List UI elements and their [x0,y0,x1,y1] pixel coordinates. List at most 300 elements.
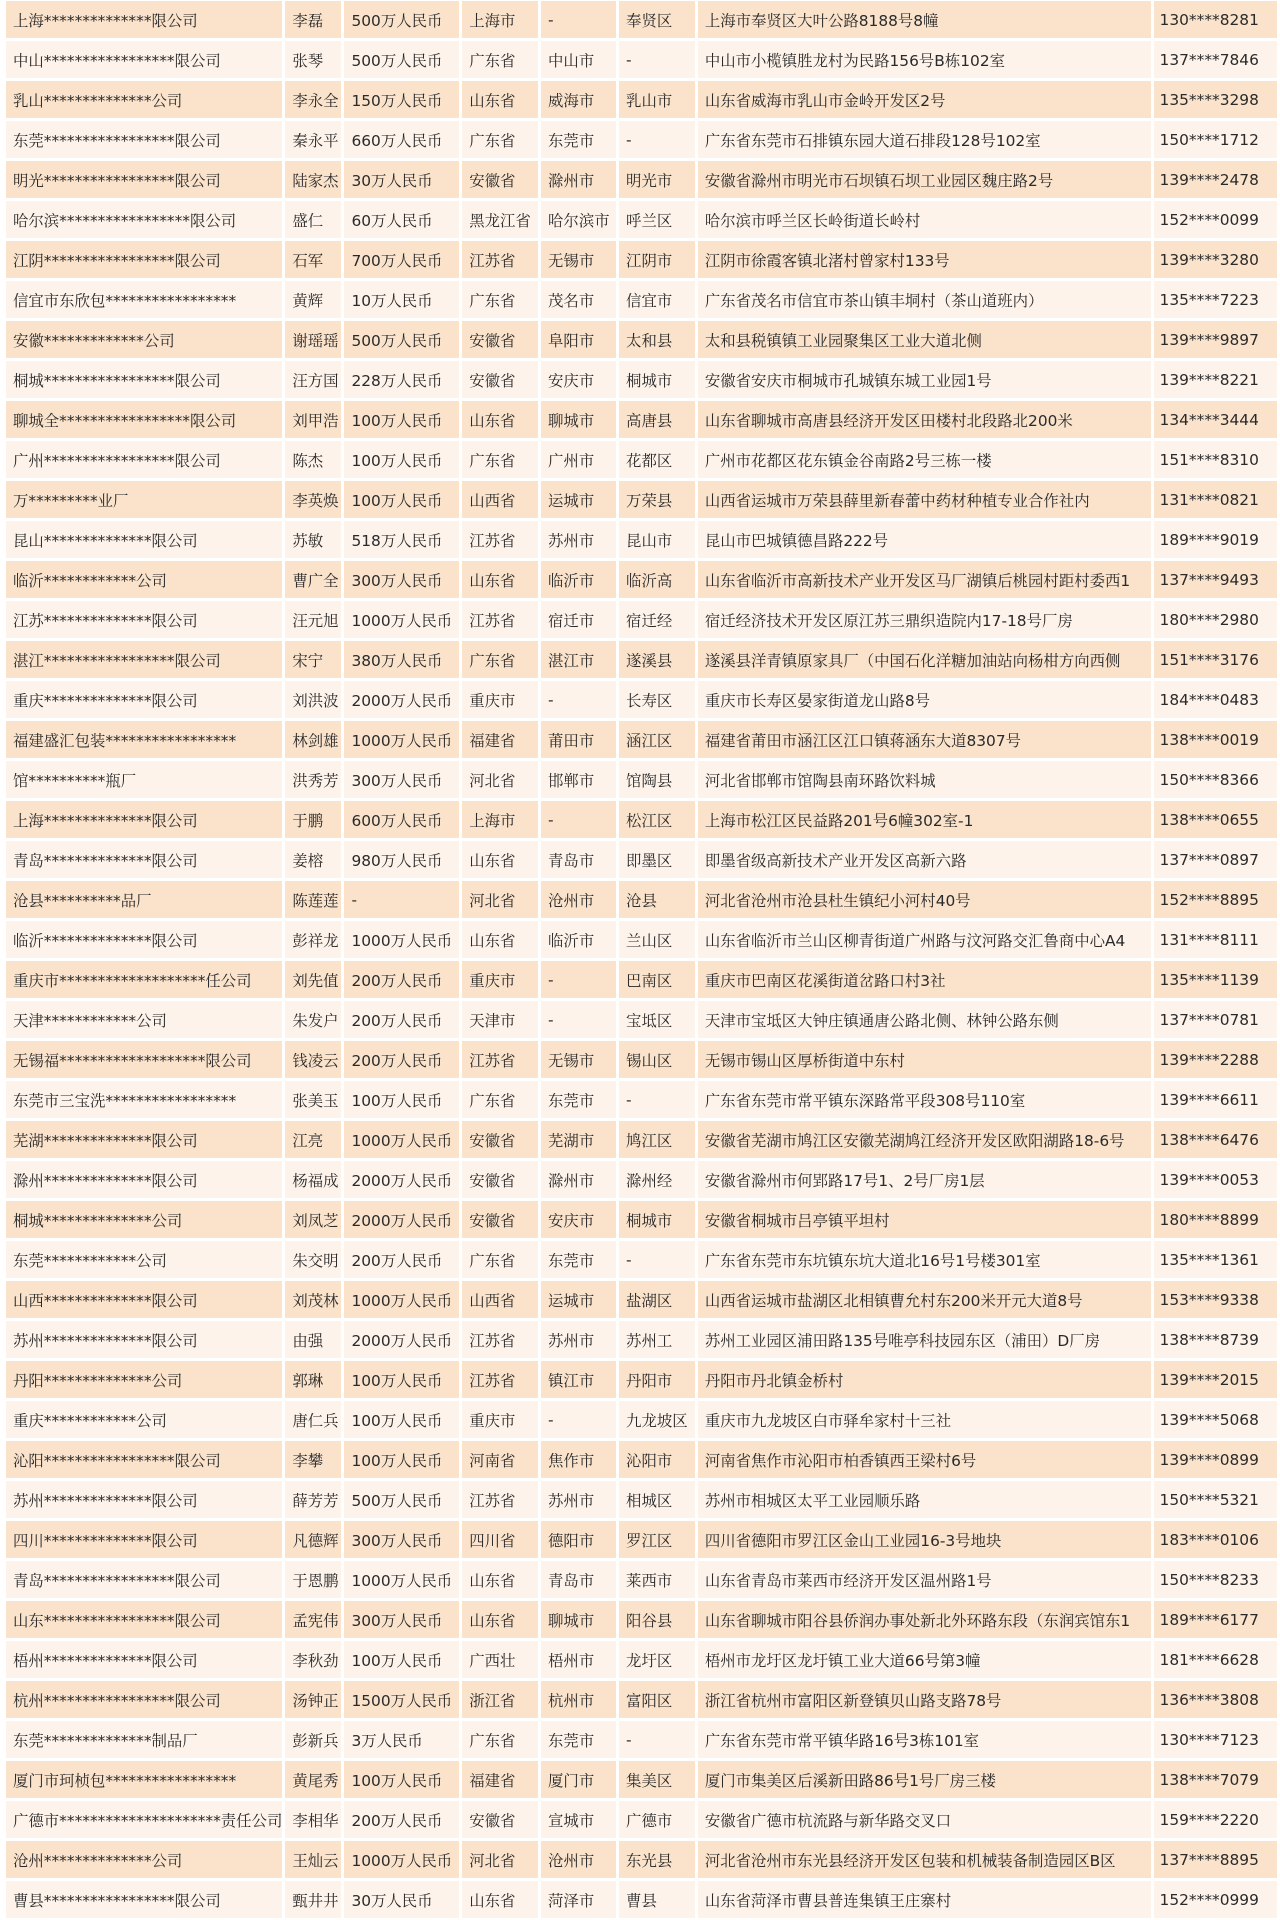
province-cell: 重庆市 [462,961,538,998]
legal-rep-cell: 张琴 [285,41,341,78]
city-cell: 茂名市 [541,281,616,318]
city-cell: 苏州市 [541,1321,616,1358]
registered-capital-cell: 660万人民币 [344,121,459,158]
province-cell: 安徽省 [462,1801,538,1838]
city-cell: 安庆市 [541,361,616,398]
phone-cell: 138****0019 [1154,721,1277,758]
phone-cell: 135****1139 [1154,961,1277,998]
province-cell: 安徽省 [462,1121,538,1158]
province-cell: 重庆市 [462,1401,538,1438]
company-name-cell: 中山*****************限公司 [6,41,282,78]
legal-rep-cell: 黄辉 [285,281,341,318]
legal-rep-cell: 朱交明 [285,1241,341,1278]
district-cell: 呼兰区 [619,201,695,238]
phone-cell: 138****8739 [1154,1321,1277,1358]
table-row [6,1121,1277,1158]
district-cell: 乳山市 [619,81,695,118]
district-cell: 明光市 [619,161,695,198]
district-cell: 宝坻区 [619,1001,695,1038]
table-row [6,81,1277,118]
province-cell: 广东省 [462,441,538,478]
address-cell: 山东省威海市乳山市金岭开发区2号 [698,81,1151,118]
registered-capital-cell: 200万人民币 [344,1241,459,1278]
table-row [6,561,1277,598]
phone-cell: 151****8310 [1154,441,1277,478]
table-row [6,321,1277,358]
phone-cell: 135****7223 [1154,281,1277,318]
phone-cell: 139****2478 [1154,161,1277,198]
legal-rep-cell: 刘茂林 [285,1281,341,1318]
province-cell: 山东省 [462,401,538,438]
address-cell: 山西省运城市万荣县薛里新春蕾中药材种植专业合作社内 [698,481,1151,518]
registered-capital-cell: 150万人民币 [344,81,459,118]
phone-cell: 139****2015 [1154,1361,1277,1398]
table-row [6,1401,1277,1438]
district-cell: - [619,121,695,158]
registered-capital-cell: 1500万人民币 [344,1681,459,1718]
table-row [6,201,1277,238]
district-cell: - [619,41,695,78]
address-cell: 苏州市相城区太平工业园顺乐路 [698,1481,1151,1518]
legal-rep-cell: 甄井井 [285,1881,341,1918]
registered-capital-cell: 200万人民币 [344,1041,459,1078]
legal-rep-cell: 黄尾秀 [285,1761,341,1798]
phone-cell: 139****8221 [1154,361,1277,398]
address-cell: 广东省东莞市东坑镇东坑大道北16号1号楼301室 [698,1241,1151,1278]
company-name-cell: 聊城全*****************限公司 [6,401,282,438]
address-cell: 安徽省芜湖市鸠江区安徽芜湖鸠江经济开发区欧阳湖路18-6号 [698,1121,1151,1158]
table-row [6,41,1277,78]
company-name-cell: 曹县*****************限公司 [6,1881,282,1918]
phone-cell: 150****1712 [1154,121,1277,158]
legal-rep-cell: 于鹏 [285,801,341,838]
registered-capital-cell: 1000万人民币 [344,601,459,638]
legal-rep-cell: 刘先值 [285,961,341,998]
registered-capital-cell: 100万人民币 [344,1441,459,1478]
city-cell: 焦作市 [541,1441,616,1478]
table-row [6,1001,1277,1038]
address-cell: 河北省沧州市沧县杜生镇纪小河村40号 [698,881,1151,918]
table-row [6,441,1277,478]
registered-capital-cell: 1000万人民币 [344,1561,459,1598]
table-row [6,1361,1277,1398]
table-row [6,121,1277,158]
province-cell: 山西省 [462,1281,538,1318]
registered-capital-cell: 3万人民币 [344,1721,459,1758]
address-cell: 河北省沧州市东光县经济开发区包装和机械装备制造园区B区 [698,1841,1151,1878]
table-row [6,881,1277,918]
registered-capital-cell: 2000万人民币 [344,681,459,718]
city-cell: 芜湖市 [541,1121,616,1158]
address-cell: 广东省东莞市常平镇华路16号3栋101室 [698,1721,1151,1758]
city-cell: 聊城市 [541,1601,616,1638]
phone-cell: 139****0053 [1154,1161,1277,1198]
district-cell: 花都区 [619,441,695,478]
table-row [6,1321,1277,1358]
city-cell: 邯郸市 [541,761,616,798]
legal-rep-cell: 姜榕 [285,841,341,878]
city-cell: 青岛市 [541,1561,616,1598]
city-cell: 运城市 [541,481,616,518]
address-cell: 四川省德阳市罗江区金山工业园16-3号地块 [698,1521,1151,1558]
legal-rep-cell: 李永全 [285,81,341,118]
table-row [6,841,1277,878]
district-cell: 兰山区 [619,921,695,958]
company-name-cell: 重庆************公司 [6,1401,282,1438]
registered-capital-cell: 1000万人民币 [344,1281,459,1318]
table-row [6,1241,1277,1278]
legal-rep-cell: 谢瑶瑶 [285,321,341,358]
province-cell: 安徽省 [462,1161,538,1198]
address-cell: 广东省茂名市信宜市茶山镇丰垌村（茶山道班内） [698,281,1151,318]
province-cell: 山东省 [462,1601,538,1638]
phone-cell: 189****6177 [1154,1601,1277,1638]
registered-capital-cell: 1000万人民币 [344,1121,459,1158]
company-name-cell: 梧州**************限公司 [6,1641,282,1678]
province-cell: 河南省 [462,1441,538,1478]
city-cell: 威海市 [541,81,616,118]
city-cell: 运城市 [541,1281,616,1318]
province-cell: 福建省 [462,721,538,758]
phone-cell: 139****2288 [1154,1041,1277,1078]
phone-cell: 153****9338 [1154,1281,1277,1318]
table-row [6,1761,1277,1798]
company-name-cell: 重庆**************限公司 [6,681,282,718]
phone-cell: 137****9493 [1154,561,1277,598]
legal-rep-cell: 汪方国 [285,361,341,398]
phone-cell: 139****6611 [1154,1081,1277,1118]
province-cell: 河北省 [462,1841,538,1878]
phone-cell: 131****8111 [1154,921,1277,958]
address-cell: 上海市松江区民益路201号6幢302室-1 [698,801,1151,838]
city-cell: 无锡市 [541,241,616,278]
phone-cell: 189****9019 [1154,521,1277,558]
city-cell: 临沂市 [541,561,616,598]
district-cell: 太和县 [619,321,695,358]
table-row [6,401,1277,438]
phone-cell: 130****8281 [1154,1,1277,38]
legal-rep-cell: 石军 [285,241,341,278]
legal-rep-cell: 王灿云 [285,1841,341,1878]
company-name-cell: 信宜市东欣包***************** [6,281,282,318]
district-cell: 信宜市 [619,281,695,318]
registered-capital-cell: 2000万人民币 [344,1161,459,1198]
company-name-cell: 厦门市珂桢包***************** [6,1761,282,1798]
registered-capital-cell: 228万人民币 [344,361,459,398]
address-cell: 宿迁经济技术开发区原江苏三鼎织造院内17-18号厂房 [698,601,1151,638]
city-cell: 青岛市 [541,841,616,878]
phone-cell: 139****5068 [1154,1401,1277,1438]
legal-rep-cell: 李英焕 [285,481,341,518]
phone-cell: 138****7079 [1154,1761,1277,1798]
phone-cell: 137****8895 [1154,1841,1277,1878]
city-cell: 临沂市 [541,921,616,958]
address-cell: 山西省运城市盐湖区北相镇曹允村东200米开元大道8号 [698,1281,1151,1318]
table-row [6,1441,1277,1478]
table-row [6,1881,1277,1918]
city-cell: 苏州市 [541,521,616,558]
district-cell: 万荣县 [619,481,695,518]
company-name-cell: 滁州**************限公司 [6,1161,282,1198]
registered-capital-cell: 500万人民币 [344,321,459,358]
province-cell: 福建省 [462,1761,538,1798]
legal-rep-cell: 彭祥龙 [285,921,341,958]
city-cell: 梧州市 [541,1641,616,1678]
province-cell: 江苏省 [462,1041,538,1078]
address-cell: 厦门市集美区后溪新田路86号1号厂房三楼 [698,1761,1151,1798]
legal-rep-cell: 秦永平 [285,121,341,158]
table-row [6,1,1277,38]
legal-rep-cell: 陈莲莲 [285,881,341,918]
address-cell: 浙江省杭州市富阳区新登镇贝山路支路78号 [698,1681,1151,1718]
province-cell: 江苏省 [462,521,538,558]
city-cell: - [541,1001,616,1038]
legal-rep-cell: 凡德辉 [285,1521,341,1558]
province-cell: 广东省 [462,641,538,678]
phone-cell: 183****0106 [1154,1521,1277,1558]
table-row [6,361,1277,398]
city-cell: 滁州市 [541,1161,616,1198]
phone-cell: 152****8895 [1154,881,1277,918]
table-row [6,801,1277,838]
company-name-cell: 重庆市*******************任公司 [6,961,282,998]
address-cell: 重庆市长寿区晏家街道龙山路8号 [698,681,1151,718]
address-cell: 哈尔滨市呼兰区长岭街道长岭村 [698,201,1151,238]
legal-rep-cell: 汤钟正 [285,1681,341,1718]
table-row [6,1801,1277,1838]
district-cell: 相城区 [619,1481,695,1518]
phone-cell: 139****0899 [1154,1441,1277,1478]
table-row [6,161,1277,198]
registered-capital-cell: 200万人民币 [344,961,459,998]
registered-capital-cell: 2000万人民币 [344,1321,459,1358]
legal-rep-cell: 陆家杰 [285,161,341,198]
district-cell: 广德市 [619,1801,695,1838]
district-cell: 高唐县 [619,401,695,438]
company-name-cell: 桐城**************公司 [6,1201,282,1238]
company-name-cell: 无锡福*******************限公司 [6,1041,282,1078]
city-cell: 湛江市 [541,641,616,678]
province-cell: 广东省 [462,41,538,78]
address-cell: 梧州市龙圩区龙圩镇工业大道66号第3幢 [698,1641,1151,1678]
company-name-cell: 福建盛汇包装***************** [6,721,282,758]
province-cell: 河北省 [462,761,538,798]
district-cell: 锡山区 [619,1041,695,1078]
legal-rep-cell: 李攀 [285,1441,341,1478]
legal-rep-cell: 汪元旭 [285,601,341,638]
company-name-cell: 山西**************限公司 [6,1281,282,1318]
address-cell: 上海市奉贤区大叶公路8188号8幢 [698,1,1151,38]
registered-capital-cell: 30万人民币 [344,1881,459,1918]
province-cell: 安徽省 [462,1201,538,1238]
district-cell: 龙圩区 [619,1641,695,1678]
province-cell: 山东省 [462,841,538,878]
phone-cell: 134****3444 [1154,401,1277,438]
province-cell: 广东省 [462,1241,538,1278]
table-row [6,721,1277,758]
legal-rep-cell: 由强 [285,1321,341,1358]
registered-capital-cell: 30万人民币 [344,161,459,198]
table-row [6,1841,1277,1878]
legal-rep-cell: 张美玉 [285,1081,341,1118]
city-cell: - [541,801,616,838]
legal-rep-cell: 刘甲浩 [285,401,341,438]
legal-rep-cell: 孟宪伟 [285,1601,341,1638]
table-row [6,1521,1277,1558]
company-name-cell: 东莞市三宝洗***************** [6,1081,282,1118]
company-name-cell: 昆山**************限公司 [6,521,282,558]
company-name-cell: 丹阳**************公司 [6,1361,282,1398]
province-cell: 安徽省 [462,321,538,358]
phone-cell: 139****3280 [1154,241,1277,278]
city-cell: 德阳市 [541,1521,616,1558]
province-cell: 上海市 [462,1,538,38]
phone-cell: 137****0897 [1154,841,1277,878]
legal-rep-cell: 朱发户 [285,1001,341,1038]
legal-rep-cell: 薛芳芳 [285,1481,341,1518]
legal-rep-cell: 刘洪波 [285,681,341,718]
province-cell: 江苏省 [462,1321,538,1358]
province-cell: 江苏省 [462,241,538,278]
city-cell: - [541,961,616,998]
registered-capital-cell: 300万人民币 [344,561,459,598]
company-table [3,0,1280,1920]
city-cell: 杭州市 [541,1681,616,1718]
registered-capital-cell: 300万人民币 [344,761,459,798]
district-cell: 沁阳市 [619,1441,695,1478]
district-cell: 桐城市 [619,1201,695,1238]
city-cell: 广州市 [541,441,616,478]
district-cell: 沧县 [619,881,695,918]
district-cell: 松江区 [619,801,695,838]
address-cell: 安徽省滁州市何郢路17号1、2号厂房1层 [698,1161,1151,1198]
province-cell: 天津市 [462,1001,538,1038]
company-name-cell: 上海**************限公司 [6,801,282,838]
registered-capital-cell: 100万人民币 [344,1081,459,1118]
phone-cell: 184****0483 [1154,681,1277,718]
phone-cell: 138****0655 [1154,801,1277,838]
company-name-cell: 四川**************限公司 [6,1521,282,1558]
district-cell: 富阳区 [619,1681,695,1718]
district-cell: 遂溪县 [619,641,695,678]
district-cell: 滁州经 [619,1161,695,1198]
phone-cell: 181****6628 [1154,1641,1277,1678]
city-cell: 镇江市 [541,1361,616,1398]
table-row [6,1281,1277,1318]
address-cell: 江阴市徐霞客镇北渚村曾家村133号 [698,241,1151,278]
address-cell: 遂溪县洋青镇原家具厂（中国石化洋糖加油站向杨柑方向西侧 [698,641,1151,678]
table-row [6,1081,1277,1118]
registered-capital-cell: 300万人民币 [344,1601,459,1638]
district-cell: - [619,1721,695,1758]
company-name-cell: 江阴*****************限公司 [6,241,282,278]
district-cell: 江阴市 [619,241,695,278]
province-cell: 广东省 [462,1721,538,1758]
phone-cell: 159****2220 [1154,1801,1277,1838]
province-cell: 安徽省 [462,161,538,198]
company-name-cell: 湛江*****************限公司 [6,641,282,678]
registered-capital-cell: 10万人民币 [344,281,459,318]
legal-rep-cell: 彭新兵 [285,1721,341,1758]
city-cell: 安庆市 [541,1201,616,1238]
legal-rep-cell: 林剑雄 [285,721,341,758]
phone-cell: 131****0821 [1154,481,1277,518]
district-cell: 涵江区 [619,721,695,758]
district-cell: 鸠江区 [619,1121,695,1158]
company-name-cell: 哈尔滨*****************限公司 [6,201,282,238]
address-cell: 河南省焦作市沁阳市柏香镇西王梁村6号 [698,1441,1151,1478]
legal-rep-cell: 苏敏 [285,521,341,558]
legal-rep-cell: 江亮 [285,1121,341,1158]
registered-capital-cell: - [344,881,459,918]
address-cell: 即墨省级高新技术产业开发区高新六路 [698,841,1151,878]
registered-capital-cell: 1000万人民币 [344,1841,459,1878]
phone-cell: 151****3176 [1154,641,1277,678]
company-name-cell: 桐城*****************限公司 [6,361,282,398]
address-cell: 安徽省安庆市桐城市孔城镇东城工业园1号 [698,361,1151,398]
table-row [6,681,1277,718]
legal-rep-cell: 钱凌云 [285,1041,341,1078]
registered-capital-cell: 100万人民币 [344,441,459,478]
table-row [6,601,1277,638]
company-name-cell: 苏州**************限公司 [6,1481,282,1518]
company-name-cell: 苏州**************限公司 [6,1321,282,1358]
district-cell: 桐城市 [619,361,695,398]
city-cell: 东莞市 [541,1241,616,1278]
district-cell: 集美区 [619,1761,695,1798]
registered-capital-cell: 2000万人民币 [344,1201,459,1238]
table-row [6,481,1277,518]
district-cell: 阳谷县 [619,1601,695,1638]
city-cell: 厦门市 [541,1761,616,1798]
province-cell: 浙江省 [462,1681,538,1718]
phone-cell: 180****8899 [1154,1201,1277,1238]
registered-capital-cell: 500万人民币 [344,41,459,78]
table-row [6,1161,1277,1198]
province-cell: 广东省 [462,281,538,318]
phone-cell: 138****6476 [1154,1121,1277,1158]
legal-rep-cell: 盛仁 [285,201,341,238]
company-name-cell: 天津************公司 [6,1001,282,1038]
table-row [6,241,1277,278]
province-cell: 黑龙江省 [462,201,538,238]
city-cell: 宣城市 [541,1801,616,1838]
district-cell: - [619,1081,695,1118]
province-cell: 江苏省 [462,1481,538,1518]
address-cell: 山东省临沂市高新技术产业开发区马厂湖镇后桃园村距村委西1 [698,561,1151,598]
district-cell: 馆陶县 [619,761,695,798]
registered-capital-cell: 600万人民币 [344,801,459,838]
table-row [6,641,1277,678]
company-name-cell: 广州*****************限公司 [6,441,282,478]
company-name-cell: 乳山**************公司 [6,81,282,118]
phone-cell: 137****0781 [1154,1001,1277,1038]
registered-capital-cell: 60万人民币 [344,201,459,238]
registered-capital-cell: 200万人民币 [344,1001,459,1038]
district-cell: 丹阳市 [619,1361,695,1398]
address-cell: 广东省东莞市石排镇东园大道石排段128号102室 [698,121,1151,158]
district-cell: 昆山市 [619,521,695,558]
address-cell: 无锡市锡山区厚桥街道中东村 [698,1041,1151,1078]
company-name-cell: 上海**************限公司 [6,1,282,38]
province-cell: 四川省 [462,1521,538,1558]
registered-capital-cell: 100万人民币 [344,1641,459,1678]
address-cell: 山东省青岛市莱西市经济开发区温州路1号 [698,1561,1151,1598]
phone-cell: 135****3298 [1154,81,1277,118]
company-name-cell: 临沂**************限公司 [6,921,282,958]
company-name-cell: 广德市*********************责任公司 [6,1801,282,1838]
city-cell: 滁州市 [541,161,616,198]
